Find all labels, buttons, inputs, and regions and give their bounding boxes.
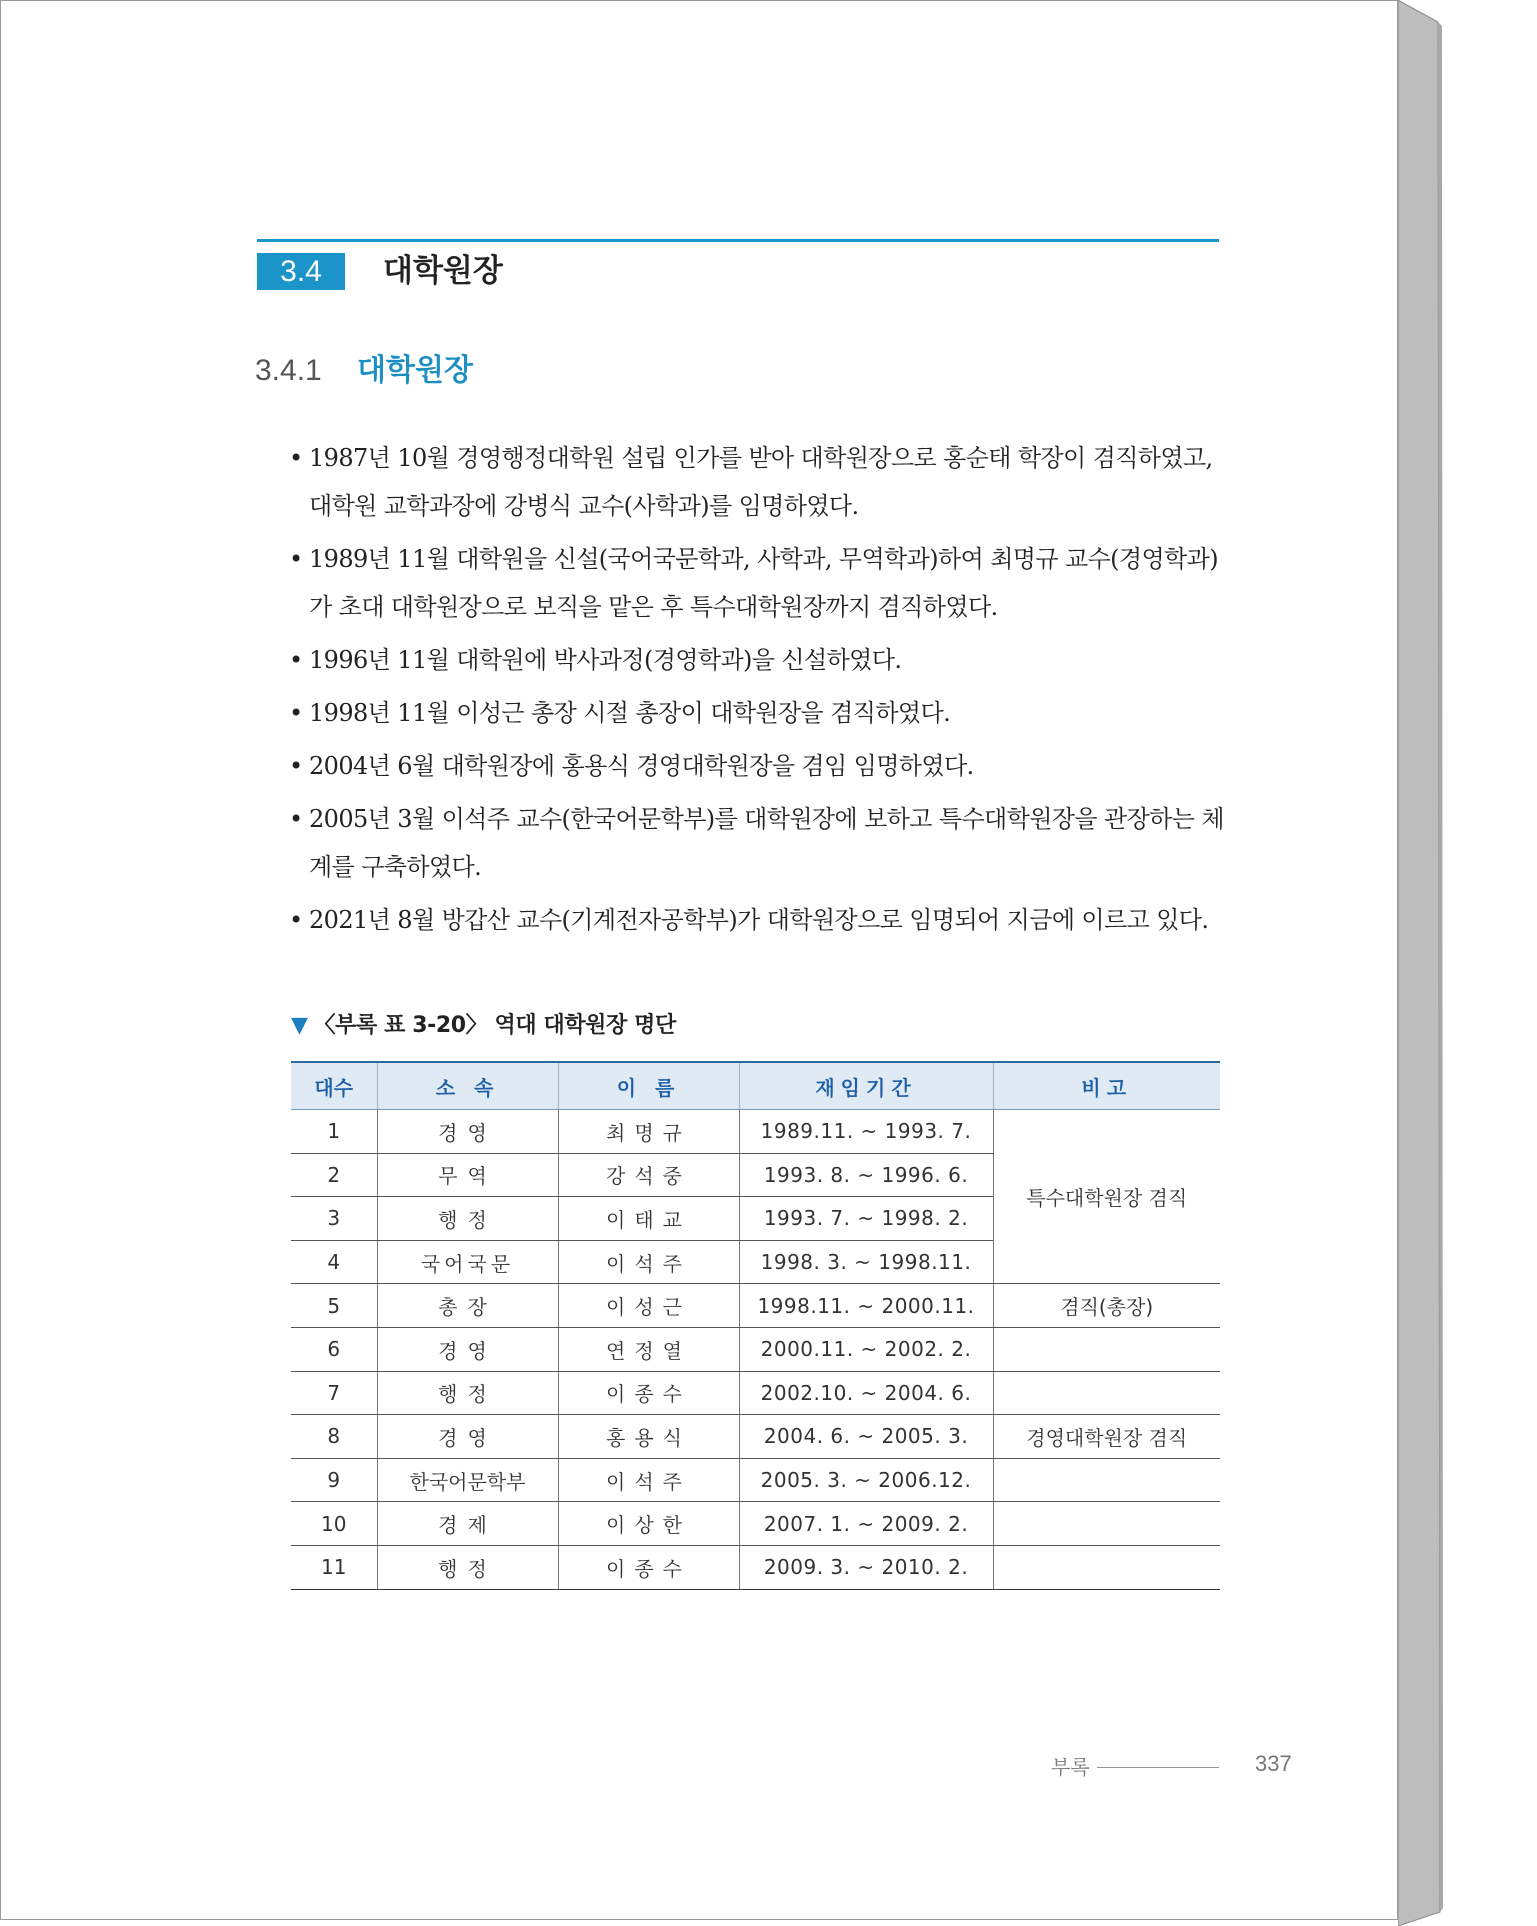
cell-name: 연정열 — [558, 1327, 739, 1371]
cell-name: 이성근 — [558, 1284, 739, 1328]
table-row — [291, 1415, 1220, 1459]
cell-dept: 무역 — [377, 1153, 558, 1197]
cell-period: 2000.11. ~ 2002. 2. — [739, 1327, 993, 1371]
cell-period: 2005. 3. ~ 2006.12. — [739, 1458, 993, 1502]
bullet-item — [289, 434, 1239, 530]
table-row — [291, 1545, 1220, 1589]
cell-dept: 행정 — [377, 1371, 558, 1415]
cell-name: 이태교 — [558, 1197, 739, 1241]
header-cell-term: 대수 — [291, 1062, 377, 1110]
table-row — [291, 1284, 1220, 1328]
bullet-dot: • — [289, 906, 303, 934]
table-row — [291, 1327, 1220, 1371]
cell-note — [993, 1502, 1220, 1546]
bullet-text: 1998년 11월 이성근 총장 시절 총장이 대학원장을 겸직하였다. — [309, 699, 951, 727]
cell-dept: 행정 — [377, 1197, 558, 1241]
bullet-dot: • — [289, 699, 303, 727]
cell-term: 11 — [291, 1545, 377, 1589]
cell-term: 5 — [291, 1284, 377, 1328]
cell-name: 최명규 — [558, 1110, 739, 1154]
section-number: 3.4 — [257, 253, 345, 290]
cell-note: 경영대학원장 겸직 — [993, 1415, 1220, 1459]
table-row — [291, 1371, 1220, 1415]
cell-term: 3 — [291, 1197, 377, 1241]
cell-period: 1993. 8. ~ 1996. 6. — [739, 1153, 993, 1197]
cell-period: 2004. 6. ~ 2005. 3. — [739, 1415, 993, 1459]
bullet-text: 2004년 6월 대학원장에 홍용식 경영대학원장을 겸임 임명하였다. — [309, 752, 974, 780]
cell-dept: 행정 — [377, 1545, 558, 1589]
cell-name: 홍용식 — [558, 1415, 739, 1459]
bullet-text: 1996년 11월 대학원에 박사과정(경영학과)을 신설하였다. — [309, 646, 902, 674]
book-page-edge — [1398, 0, 1444, 1926]
header-cell-note: 비고 — [993, 1062, 1220, 1110]
section-title: 대학원장 — [383, 253, 503, 289]
header-cell-dept: 소 속 — [377, 1062, 558, 1110]
page-number: 337 — [1255, 1751, 1292, 1776]
bullet-dot: • — [289, 646, 303, 674]
table-row — [291, 1502, 1220, 1546]
bullet-text: 1987년 10월 경영행정대학원 설립 인가를 받아 대학원장으로 홍순태 학장이 겸직하였고, 대학원 교학과장에 강병식 교수(사학과)를 임명하였다. — [309, 444, 1213, 520]
bullet-dot: • — [289, 752, 303, 780]
table-caption — [291, 1011, 676, 1041]
subsection-number: 3.4.1 — [255, 354, 322, 387]
cell-note: 겸직(총장) — [993, 1284, 1220, 1328]
cell-term: 6 — [291, 1327, 377, 1371]
cell-dept: 총장 — [377, 1284, 558, 1328]
bullet-item — [289, 896, 1239, 944]
cell-dept: 국어국문 — [377, 1240, 558, 1284]
cell-name: 강석중 — [558, 1153, 739, 1197]
section-rule — [257, 239, 1219, 242]
cell-dept: 경영 — [377, 1110, 558, 1154]
table-header-row — [291, 1062, 1220, 1110]
cell-note — [993, 1327, 1220, 1371]
cell-dept: 경영 — [377, 1415, 558, 1459]
table-row — [291, 1110, 1220, 1154]
bullet-text: 1989년 11월 대학원을 신설(국어국문학과, 사학과, 무역학과)하여 최명규 교수(경영학과)가 초대 대학원장으로 보직을 맡은 후 특수대학원장까지 겸직하였다. — [309, 545, 1219, 621]
bullet-item — [289, 636, 1239, 684]
cell-term: 4 — [291, 1240, 377, 1284]
footer-rule — [1097, 1767, 1219, 1768]
bullet-text: 2005년 3월 이석주 교수(한국어문학부)를 대학원장에 보하고 특수대학원장을 관장하는 체계를 구축하였다. — [309, 805, 1224, 881]
bullet-dot: • — [289, 545, 303, 573]
cell-period: 1998.11. ~ 2000.11. — [739, 1284, 993, 1328]
cell-term: 2 — [291, 1153, 377, 1197]
header-cell-period: 재임기간 — [739, 1062, 993, 1110]
cell-term: 9 — [291, 1458, 377, 1502]
bullet-item — [289, 535, 1239, 631]
subsection-title: 대학원장 — [357, 353, 473, 388]
cell-name: 이석주 — [558, 1458, 739, 1502]
cell-name: 이종수 — [558, 1371, 739, 1415]
cell-name: 이종수 — [558, 1545, 739, 1589]
bullet-text: 2021년 8월 방갑산 교수(기계전자공학부)가 대학원장으로 임명되어 지금에 이르고 있다. — [309, 906, 1209, 934]
cell-period: 2009. 3. ~ 2010. 2. — [739, 1545, 993, 1589]
bullet-item — [289, 742, 1239, 790]
cell-period: 1989.11. ~ 1993. 7. — [739, 1110, 993, 1154]
cell-term: 8 — [291, 1415, 377, 1459]
footer-label: 부록 — [1051, 1755, 1090, 1779]
cell-name: 이석주 — [558, 1240, 739, 1284]
cell-name: 이상한 — [558, 1502, 739, 1546]
cell-dept: 경제 — [377, 1502, 558, 1546]
cell-term: 1 — [291, 1110, 377, 1154]
cell-note — [993, 1371, 1220, 1415]
cell-note — [993, 1545, 1220, 1589]
bullet-list — [289, 434, 1239, 949]
header-cell-name: 이 름 — [558, 1062, 739, 1110]
cell-note — [993, 1458, 1220, 1502]
triangle-down-icon: ▼ — [291, 1013, 308, 1038]
cell-period: 1993. 7. ~ 1998. 2. — [739, 1197, 993, 1241]
cell-period: 2007. 1. ~ 2009. 2. — [739, 1502, 993, 1546]
table-caption-text: 〈부록 표 3-20〉 역대 대학원장 명단 — [313, 1013, 676, 1038]
cell-term: 10 — [291, 1502, 377, 1546]
cell-period: 2002.10. ~ 2004. 6. — [739, 1371, 993, 1415]
cell-term: 7 — [291, 1371, 377, 1415]
cell-dept: 한국어문학부 — [377, 1458, 558, 1502]
cell-period: 1998. 3. ~ 1998.11. — [739, 1240, 993, 1284]
bullet-item — [289, 689, 1239, 737]
table-row — [291, 1458, 1220, 1502]
bullet-item — [289, 795, 1239, 891]
dean-roster-table — [291, 1061, 1220, 1590]
bullet-dot: • — [289, 805, 303, 833]
cell-dept: 경영 — [377, 1327, 558, 1371]
bullet-dot: • — [289, 444, 303, 472]
cell-note: 특수대학원장 겸직 — [993, 1110, 1220, 1284]
